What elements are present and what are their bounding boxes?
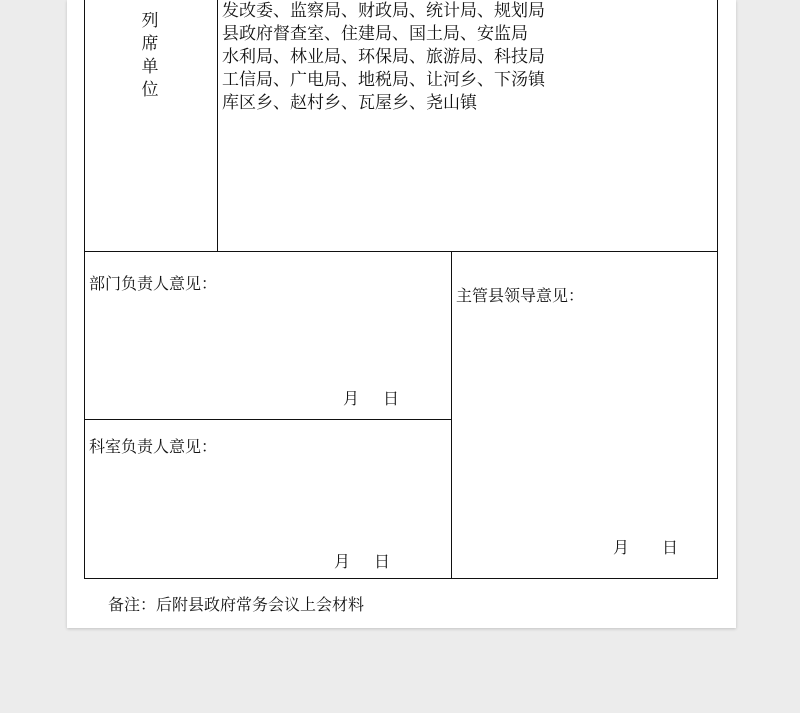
section-head-opinion-label: 科室负责人意见：	[89, 437, 218, 456]
county-leader-month: 月	[613, 538, 630, 557]
dept-head-month: 月	[343, 389, 360, 408]
units-line: 县政府督查室、住建局、国土局、安监局	[222, 24, 528, 44]
county-leader-opinion-label: 主管县领导意见：	[456, 286, 585, 305]
dept-head-day: 日	[383, 389, 400, 408]
label-char: 席	[141, 34, 159, 54]
units-line: 库区乡、赵村乡、瓦屋乡、尧山镇	[222, 93, 477, 113]
label-char: 单	[141, 57, 159, 77]
attendance-label	[140, 10, 160, 102]
dept-head-opinion-label: 部门负责人意见：	[89, 274, 218, 293]
units-line: 水利局、林业局、环保局、旅游局、科技局	[222, 47, 545, 67]
units-line: 工信局、广电局、地税局、让河乡、下汤镇	[222, 70, 545, 90]
section-head-day: 日	[374, 552, 391, 571]
attendance-units-list	[222, 0, 545, 115]
label-char: 列	[141, 11, 159, 31]
section-head-month: 月	[334, 552, 351, 571]
label-char: 位	[141, 80, 159, 100]
footnote: 备注：后附县政府常务会议上会材料	[108, 595, 365, 614]
county-leader-day: 日	[662, 538, 679, 557]
units-line: 发改委、监察局、财政局、统计局、规划局	[222, 1, 545, 21]
